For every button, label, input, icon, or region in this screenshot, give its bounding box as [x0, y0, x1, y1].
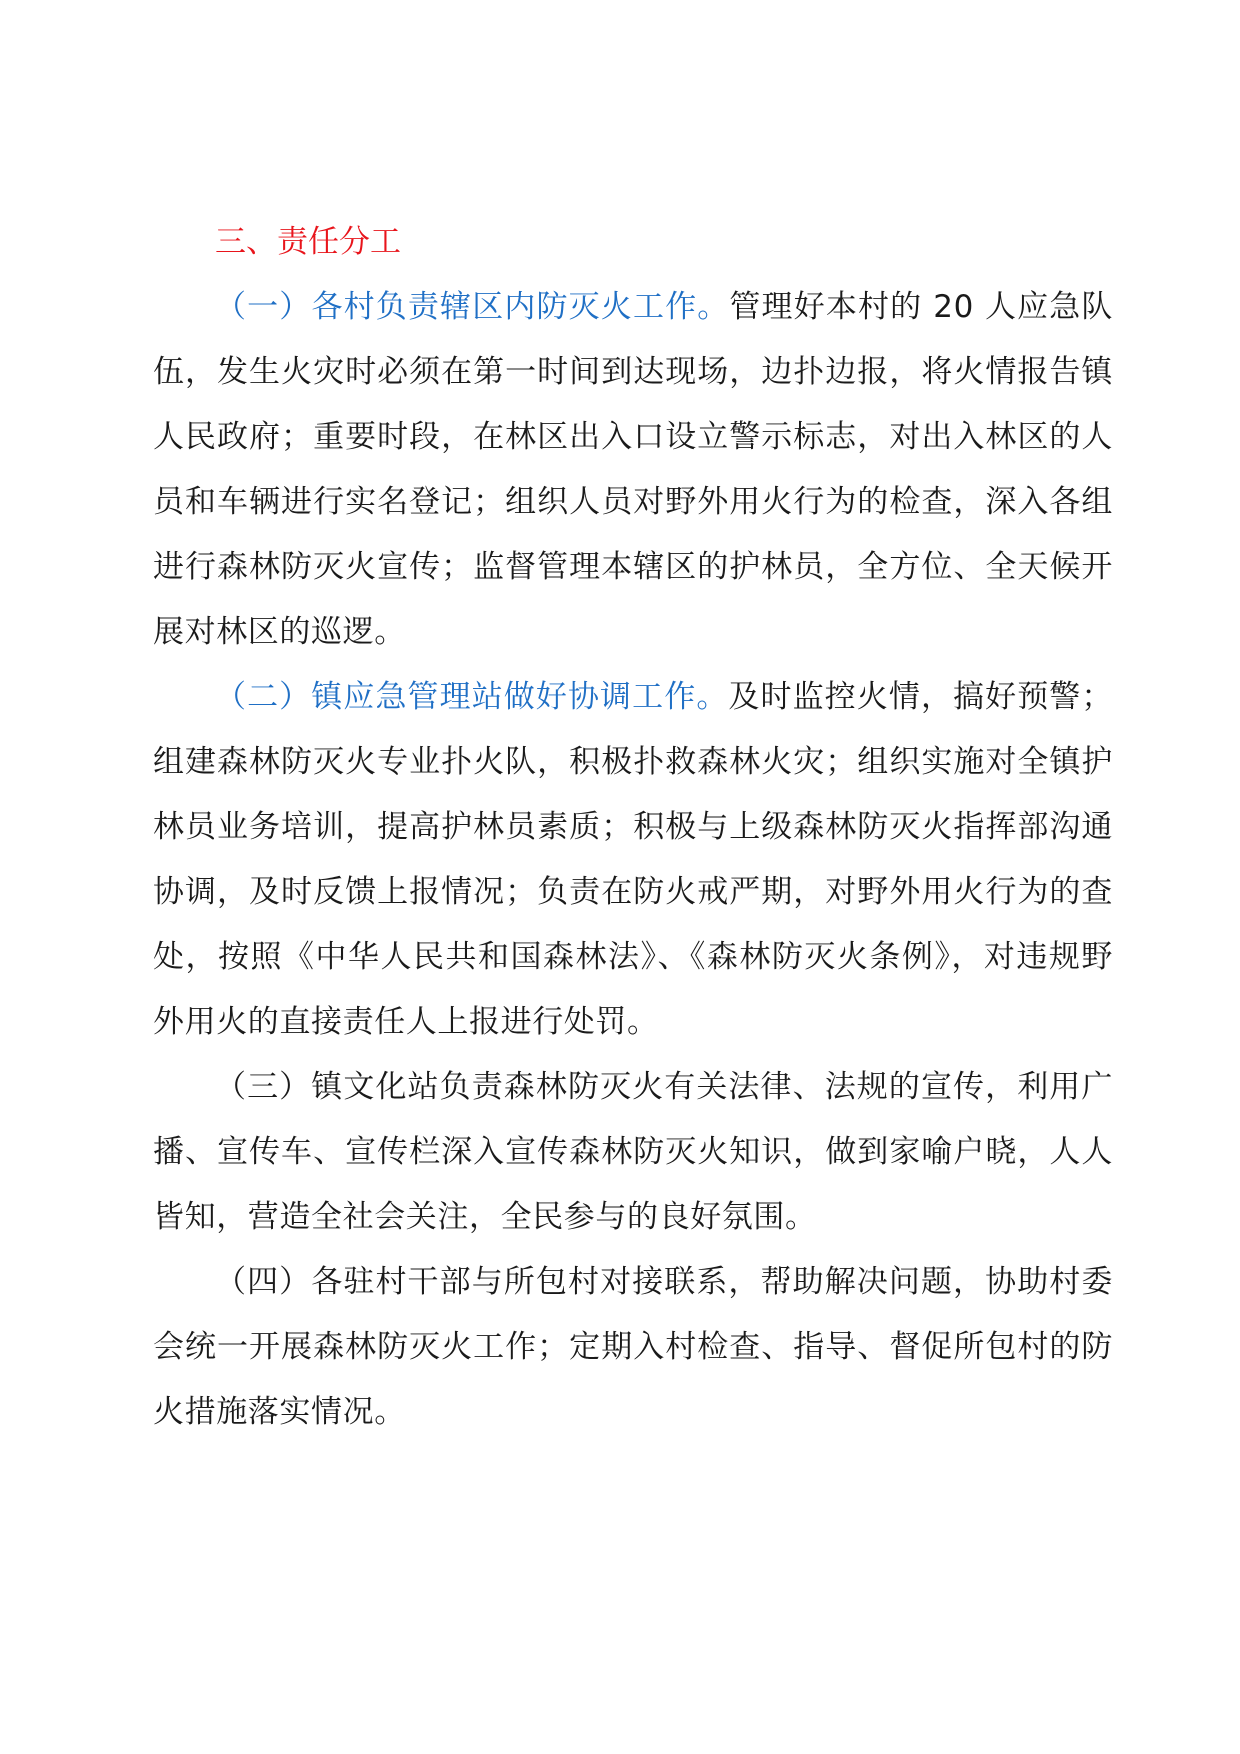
paragraph-1-body: 管理好本村的 20 人应急队伍，发生火灾时必须在第一时间到达现场，边扑边报，将火情报告镇人民政府；重要时段，在林区出入口设立警示标志，对出入林区的人员和车辆进行实名登记；组织人员对野外用火行为的检查，深入各组进行森林防灭火宣传；监督管理本辖区的护林员，全方位、全天候开展对林区的巡逻。: [153, 289, 1113, 650]
paragraph-1: [153, 275, 1113, 665]
document-page: [153, 210, 1113, 1445]
section-title: 三、责任分工: [215, 224, 401, 260]
paragraph-4-body: （四）各驻村干部与所包村对接联系，帮助解决问题，协助村委会统一开展森林防灭火工作；定期入村检查、指导、督促所包村的防火措施落实情况。: [153, 1264, 1113, 1430]
paragraph-1-lead: （一）各村负责辖区内防灭火工作。: [215, 289, 730, 325]
paragraph-3-body: （三）镇文化站负责森林防灭火有关法律、法规的宣传，利用广播、宣传车、宣传栏深入宣传森林防灭火知识，做到家喻户晓，人人皆知，营造全社会关注，全民参与的良好氛围。: [153, 1069, 1113, 1235]
paragraph-4: [153, 1250, 1113, 1445]
paragraph-2: [153, 665, 1113, 1055]
paragraph-3: [153, 1055, 1113, 1250]
paragraph-2-body: 及时监控火情，搞好预警；组建森林防灭火专业扑火队，积极扑救森林火灾；组织实施对全镇护林员业务培训，提高护林员素质；积极与上级森林防灭火指挥部沟通协调，及时反馈上报情况；负责在防火戒严期，对野外用火行为的查处，按照《中华人民共和国森林法》、《森林防灭火条例》，对违规野外用火的直接责任人上报进行处罚。: [153, 679, 1113, 1040]
paragraph-2-lead: （二）镇应急管理站做好协调工作。: [215, 679, 729, 715]
